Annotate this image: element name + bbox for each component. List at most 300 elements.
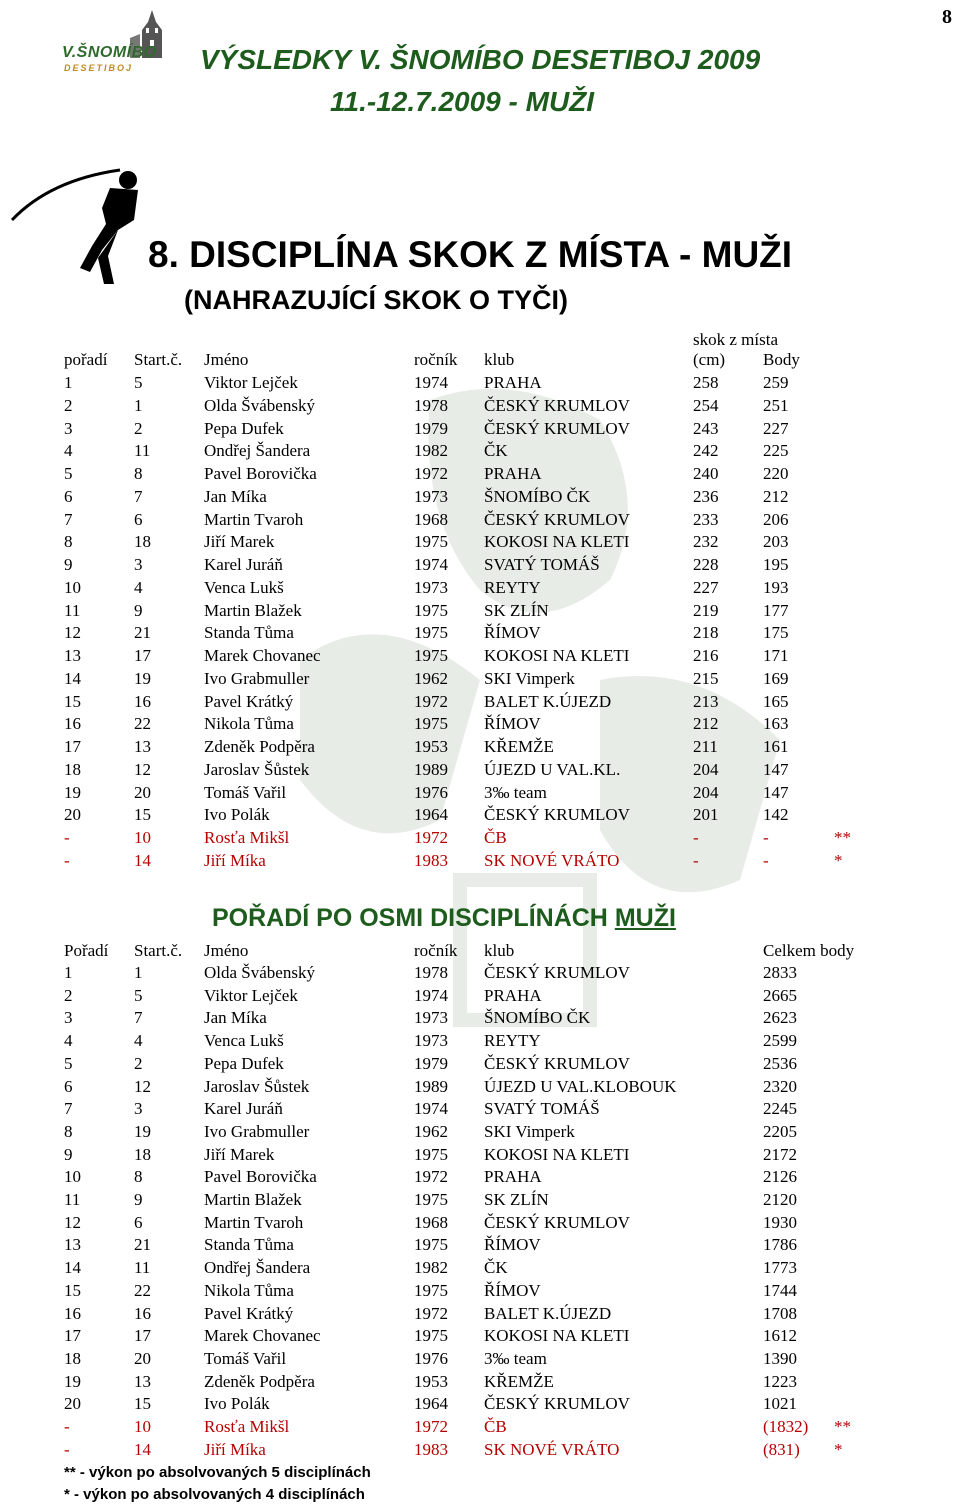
table-row: [0, 1030, 960, 1052]
cell-rank: 19: [64, 1371, 81, 1391]
cell-start-number: 3: [134, 555, 143, 574]
cell-jump-cm: 254: [693, 395, 719, 415]
cell-start-number: 13: [134, 1371, 151, 1391]
cell-birth-year: 1975: [414, 1190, 448, 1209]
table1-header: [0, 349, 960, 371]
cell-total-points: 1786: [763, 1235, 797, 1255]
discipline-title: 8. DISCIPLÍNA SKOK Z MÍSTA - MUŽI: [148, 234, 793, 275]
cell-club: REYTY: [484, 1031, 541, 1051]
cell-birth-year: 1982: [414, 1258, 448, 1278]
col2-header-start: Start.č.: [134, 941, 183, 960]
cell-athlete-name: Martin Tvaroh: [204, 1212, 304, 1232]
cell-birth-year: 1974: [414, 1099, 448, 1119]
cell-rank: 5: [64, 464, 73, 483]
table-row: [0, 804, 960, 826]
table-row: [0, 1007, 960, 1029]
cell-club: SVATÝ TOMÁŠ: [484, 1099, 600, 1119]
cell-birth-year: 1979: [414, 418, 448, 438]
cell-jump-cm: -: [693, 828, 699, 847]
cell-total-points: 1773: [763, 1258, 797, 1278]
cell-athlete-name: Olda Švábenský: [204, 963, 315, 982]
cell-birth-year: 1975: [414, 1144, 448, 1164]
cell-jump-cm: 236: [693, 486, 719, 506]
table-row: [0, 1098, 960, 1120]
cell-points: 220: [763, 464, 789, 483]
table-row: [0, 782, 960, 804]
cell-rank: 14: [64, 1258, 81, 1278]
cell-club: BALET K.ÚJEZD: [484, 691, 612, 711]
table-row: [0, 713, 960, 735]
cell-total-points: 2599: [763, 1031, 797, 1051]
cell-total-points: 2126: [763, 1167, 797, 1187]
cell-athlete-name: Jiří Míka: [204, 1439, 266, 1459]
cell-birth-year: 1978: [414, 395, 448, 415]
cell-athlete-name: Martin Blažek: [204, 1190, 302, 1209]
cell-start-number: 19: [134, 668, 151, 688]
cell-rank: 17: [64, 1326, 81, 1346]
cell-club: SK ZLÍN: [484, 600, 549, 620]
cell-points: -: [763, 850, 769, 870]
cell-total-points: 2245: [763, 1099, 797, 1119]
cell-start-number: 17: [134, 1326, 151, 1346]
cell-points: 161: [763, 737, 789, 756]
cell-start-number: 12: [134, 1076, 151, 1096]
cell-start-number: 22: [134, 714, 151, 734]
cell-club: KOKOSI NA KLETI: [484, 1326, 630, 1346]
cell-rank: 4: [64, 1031, 73, 1051]
cell-club: ŠNOMÍBO ČK: [484, 486, 591, 506]
cell-points: 227: [763, 418, 789, 438]
table-row: [0, 1325, 960, 1347]
cell-points: 203: [763, 532, 789, 552]
cell-club: PRAHA: [484, 464, 542, 483]
cell-club: ČESKÝ KRUMLOV: [484, 963, 630, 982]
cell-athlete-name: Jiří Marek: [204, 532, 275, 552]
cell-total-points: 2536: [763, 1053, 797, 1073]
cell-start-number: 6: [134, 509, 143, 529]
table-row: [0, 372, 960, 394]
cell-birth-year: 1973: [414, 1008, 448, 1028]
cell-birth-year: 1973: [414, 486, 448, 506]
table-row: [0, 1144, 960, 1166]
table1-header-top: [0, 329, 960, 351]
col2-header-rank: Pořadí: [64, 941, 109, 960]
cell-rank: 7: [64, 509, 73, 529]
cell-rank: 20: [64, 1394, 81, 1414]
table-row: [0, 395, 960, 417]
cell-club: ŘÍMOV: [484, 1235, 541, 1255]
cell-rank: 3: [64, 418, 73, 438]
table-row: [0, 645, 960, 667]
table-row: [0, 1371, 960, 1393]
cell-start-number: 4: [134, 577, 143, 597]
cell-points: 206: [763, 509, 789, 529]
overall-title-men: MUŽI: [614, 904, 676, 932]
cell-athlete-name: Pepa Dufek: [204, 1053, 284, 1073]
table-row: [0, 1234, 960, 1256]
table-row: [0, 554, 960, 576]
cell-jump-cm: 204: [693, 759, 719, 779]
cell-athlete-name: Ivo Polák: [204, 805, 270, 825]
cell-jump-cm: -: [693, 850, 699, 870]
cell-total-points: 2120: [763, 1190, 797, 1209]
cell-start-number: 15: [134, 805, 151, 825]
cell-start-number: 1: [134, 395, 143, 415]
cell-start-number: 7: [134, 1008, 143, 1028]
cell-birth-year: 1976: [414, 782, 448, 802]
cell-athlete-name: Rosťa Mikšl: [204, 828, 290, 847]
cell-athlete-name: Martin Blažek: [204, 600, 302, 620]
cell-note: **: [834, 828, 851, 847]
cell-start-number: 16: [134, 691, 151, 711]
cell-rank: 5: [64, 1053, 73, 1073]
cell-jump-cm: 201: [693, 805, 719, 825]
cell-birth-year: 1983: [414, 850, 448, 870]
table-row: [0, 1393, 960, 1415]
cell-rank: 1: [64, 963, 73, 982]
cell-rank: 8: [64, 532, 73, 552]
cell-points: 175: [763, 623, 789, 643]
table-row: [0, 1121, 960, 1143]
cell-start-number: 11: [134, 1258, 151, 1278]
cell-points: 193: [763, 577, 789, 597]
cell-club: ČESKÝ KRUMLOV: [484, 1394, 630, 1414]
table-row: [0, 1189, 960, 1211]
cell-athlete-name: Standa Tůma: [204, 623, 294, 643]
table-row: [0, 850, 960, 872]
cell-athlete-name: Pepa Dufek: [204, 418, 284, 438]
cell-club: 3‰ team: [484, 782, 547, 802]
table-row: [0, 463, 960, 485]
cell-club: ŘÍMOV: [484, 623, 541, 643]
cell-athlete-name: Pavel Krátký: [204, 691, 294, 711]
cell-total-points: 2623: [763, 1008, 797, 1028]
cell-club: ČESKÝ KRUMLOV: [484, 805, 630, 825]
cell-total-points: (831): [763, 1439, 800, 1459]
cell-note: *: [834, 850, 843, 870]
cell-club: SKI Vimperk: [484, 1121, 575, 1141]
cell-start-number: 11: [134, 441, 151, 461]
cell-total-points: 1223: [763, 1371, 797, 1391]
cell-birth-year: 1974: [414, 985, 448, 1005]
cell-athlete-name: Ivo Grabmuller: [204, 1121, 310, 1141]
cell-birth-year: 1953: [414, 737, 448, 756]
cell-rank: 17: [64, 737, 81, 756]
cell-total-points: 1930: [763, 1212, 797, 1232]
cell-athlete-name: Martin Tvaroh: [204, 509, 304, 529]
cell-start-number: 18: [134, 532, 151, 552]
cell-start-number: 21: [134, 623, 151, 643]
cell-club: SVATÝ TOMÁŠ: [484, 555, 600, 574]
cell-rank: 20: [64, 805, 81, 825]
footnote-4-disciplines: * - výkon po absolvovaných 4 disciplínách: [64, 1486, 365, 1503]
col2-header-name: Jméno: [204, 941, 249, 960]
cell-jump-cm: 240: [693, 464, 719, 483]
cell-club: ÚJEZD U VAL.KLOBOUK: [484, 1076, 677, 1096]
cell-club: PRAHA: [484, 985, 542, 1005]
table-row: [0, 418, 960, 440]
table-row: [0, 1257, 960, 1279]
cell-start-number: 3: [134, 1099, 143, 1119]
cell-rank: 8: [64, 1121, 73, 1141]
cell-athlete-name: Marek Chovanec: [204, 1326, 321, 1346]
cell-club: ČESKÝ KRUMLOV: [484, 1212, 630, 1232]
cell-birth-year: 1968: [414, 509, 448, 529]
table-row: [0, 1076, 960, 1098]
table-row: [0, 1166, 960, 1188]
cell-club: KŘEMŽE: [484, 1371, 554, 1391]
cell-rank: 12: [64, 623, 81, 643]
overall-title-main: POŘADÍ PO OSMI DISCIPLÍNÁCH: [212, 904, 615, 932]
page-date: 11.-12.7.2009 - MUŽI: [330, 86, 595, 117]
table-row: [0, 486, 960, 508]
cell-jump-cm: 218: [693, 623, 719, 643]
cell-athlete-name: Pavel Borovička: [204, 1167, 317, 1187]
cell-start-number: 12: [134, 759, 151, 779]
cell-club: ŘÍMOV: [484, 1280, 541, 1300]
cell-total-points: 1390: [763, 1348, 797, 1368]
cell-total-points: (1832): [763, 1417, 809, 1436]
cell-club: ČB: [484, 1417, 507, 1436]
cell-club: PRAHA: [484, 373, 542, 392]
cell-rank: 15: [64, 691, 81, 711]
cell-points: 165: [763, 691, 789, 711]
cell-points: -: [763, 828, 769, 847]
cell-birth-year: 1975: [414, 600, 448, 620]
cell-birth-year: 1972: [414, 691, 448, 711]
cell-total-points: 2320: [763, 1076, 797, 1096]
cell-athlete-name: Jaroslav Šůstek: [204, 759, 310, 779]
table-row: [0, 509, 960, 531]
cell-points: 177: [763, 600, 789, 620]
page-number: 8: [942, 6, 952, 28]
cell-club: KŘEMŽE: [484, 737, 554, 756]
cell-birth-year: 1982: [414, 441, 448, 461]
cell-start-number: 4: [134, 1031, 143, 1051]
cell-athlete-name: Nikola Tůma: [204, 1280, 294, 1300]
cell-rank: 9: [64, 1144, 73, 1164]
cell-rank: 4: [64, 441, 73, 461]
cell-start-number: 8: [134, 464, 143, 483]
cell-athlete-name: Ondřej Šandera: [204, 441, 311, 461]
cell-club: ČB: [484, 828, 507, 847]
discipline-subtitle: (NAHRAZUJÍCÍ SKOK O TYČI): [184, 285, 568, 315]
cell-club: ŘÍMOV: [484, 714, 541, 734]
cell-start-number: 18: [134, 1144, 151, 1164]
cell-birth-year: 1989: [414, 1076, 448, 1096]
cell-total-points: 2665: [763, 985, 797, 1005]
cell-points: 195: [763, 555, 789, 574]
col2-header-club: klub: [484, 941, 515, 960]
cell-club: ŠNOMÍBO ČK: [484, 1008, 591, 1028]
cell-rank: 19: [64, 782, 81, 802]
cell-athlete-name: Jaroslav Šůstek: [204, 1076, 310, 1096]
cell-birth-year: 1953: [414, 1371, 448, 1391]
col-header-club: klub: [484, 350, 515, 369]
table-row: [0, 1280, 960, 1302]
cell-start-number: 21: [134, 1235, 151, 1255]
cell-club: ČK: [484, 1258, 508, 1278]
cell-birth-year: 1975: [414, 646, 448, 665]
page-title: VÝSLEDKY V. ŠNOMÍBO DESETIBOJ 2009: [200, 44, 761, 75]
cell-rank: -: [64, 1439, 70, 1459]
cell-athlete-name: Standa Tůma: [204, 1235, 294, 1255]
cell-athlete-name: Jiří Marek: [204, 1144, 275, 1164]
cell-total-points: 2172: [763, 1144, 797, 1164]
overall-title: [212, 904, 676, 933]
cell-birth-year: 1972: [414, 1417, 448, 1436]
cell-rank: 13: [64, 1235, 81, 1255]
cell-total-points: 1612: [763, 1326, 797, 1346]
cell-jump-cm: 213: [693, 691, 719, 711]
cell-jump-cm: 242: [693, 441, 719, 461]
table-row: [0, 600, 960, 622]
measure-header: skok z místa: [693, 330, 778, 349]
cell-club: PRAHA: [484, 1167, 542, 1187]
cell-birth-year: 1973: [414, 577, 448, 597]
cell-rank: 14: [64, 668, 81, 688]
cell-athlete-name: Viktor Lejček: [204, 373, 298, 392]
cell-jump-cm: 227: [693, 577, 719, 597]
cell-jump-cm: 212: [693, 714, 719, 734]
cell-athlete-name: Tomáš Vařil: [204, 1348, 287, 1368]
table-row: [0, 1303, 960, 1325]
cell-rank: 18: [64, 1348, 81, 1368]
cell-athlete-name: Venca Lukš: [204, 577, 284, 597]
cell-start-number: 14: [134, 850, 151, 870]
cell-club: SK ZLÍN: [484, 1190, 549, 1209]
cell-club: KOKOSI NA KLETI: [484, 532, 630, 552]
cell-total-points: 2833: [763, 963, 797, 982]
cell-total-points: 2205: [763, 1121, 797, 1141]
cell-birth-year: 1973: [414, 1031, 448, 1051]
cell-jump-cm: 211: [693, 737, 718, 756]
cell-start-number: 20: [134, 782, 151, 802]
cell-start-number: 6: [134, 1212, 143, 1232]
cell-club: KOKOSI NA KLETI: [484, 646, 630, 665]
cell-rank: 13: [64, 646, 81, 665]
cell-rank: 2: [64, 395, 73, 415]
cell-birth-year: 1989: [414, 759, 448, 779]
table-row: [0, 962, 960, 984]
cell-start-number: 22: [134, 1280, 151, 1300]
cell-jump-cm: 228: [693, 555, 719, 574]
cell-birth-year: 1972: [414, 828, 448, 847]
col-header-points: Body: [763, 350, 800, 369]
cell-rank: 10: [64, 577, 81, 597]
logo-text: V.ŠNOMÍBO: [62, 44, 157, 61]
cell-rank: 3: [64, 1008, 73, 1028]
cell-points: 259: [763, 373, 789, 392]
cell-rank: 2: [64, 985, 73, 1005]
cell-start-number: 19: [134, 1121, 151, 1141]
logo-subtext: DESETIBOJ: [64, 63, 134, 73]
cell-club: SK NOVÉ VRÁTO: [484, 1439, 620, 1459]
cell-athlete-name: Viktor Lejček: [204, 985, 298, 1005]
cell-athlete-name: Tomáš Vařil: [204, 782, 287, 802]
cell-rank: 11: [64, 1190, 81, 1209]
cell-athlete-name: Jan Míka: [204, 1008, 267, 1028]
cell-birth-year: 1975: [414, 623, 448, 643]
table-row: [0, 736, 960, 758]
cell-start-number: 1: [134, 963, 143, 982]
table-row: [0, 691, 960, 713]
table-row: [0, 1439, 960, 1461]
cell-athlete-name: Karel Juráň: [204, 555, 283, 574]
table-row: [0, 531, 960, 553]
cell-athlete-name: Pavel Borovička: [204, 464, 317, 483]
cell-points: 171: [763, 646, 789, 665]
cell-jump-cm: 215: [693, 668, 719, 688]
cell-club: ČESKÝ KRUMLOV: [484, 1053, 630, 1073]
cell-rank: 6: [64, 1076, 73, 1096]
cell-club: ČESKÝ KRUMLOV: [484, 395, 630, 415]
cell-start-number: 2: [134, 1053, 143, 1073]
cell-points: 147: [763, 759, 789, 779]
cell-athlete-name: Marek Chovanec: [204, 646, 321, 665]
cell-points: 147: [763, 782, 789, 802]
cell-note: **: [834, 1417, 851, 1436]
cell-rank: 15: [64, 1280, 81, 1300]
cell-birth-year: 1972: [414, 1303, 448, 1323]
cell-birth-year: 1964: [414, 805, 448, 825]
cell-rank: 6: [64, 486, 73, 506]
table2-header: [0, 940, 960, 962]
cell-rank: -: [64, 850, 70, 870]
cell-start-number: 9: [134, 1190, 143, 1209]
cell-birth-year: 1974: [414, 555, 448, 574]
cell-rank: 1: [64, 373, 73, 392]
cell-club: SK NOVÉ VRÁTO: [484, 850, 620, 870]
cell-birth-year: 1962: [414, 668, 448, 688]
table-row: [0, 1212, 960, 1234]
col2-header-total: Celkem body: [763, 941, 855, 960]
cell-points: 225: [763, 441, 789, 461]
table-row: [0, 622, 960, 644]
cell-start-number: 8: [134, 1167, 143, 1187]
cell-birth-year: 1972: [414, 1167, 448, 1187]
cell-jump-cm: 219: [693, 600, 719, 620]
table-row: [0, 1053, 960, 1075]
cell-start-number: 13: [134, 737, 151, 756]
cell-athlete-name: Pavel Krátký: [204, 1303, 294, 1323]
cell-rank: 18: [64, 759, 81, 779]
cell-start-number: 9: [134, 600, 143, 620]
cell-points: 212: [763, 486, 789, 506]
cell-club: ČESKÝ KRUMLOV: [484, 418, 630, 438]
cell-start-number: 17: [134, 646, 151, 665]
cell-birth-year: 1975: [414, 532, 448, 552]
table-row: [0, 759, 960, 781]
cell-rank: 10: [64, 1167, 81, 1187]
cell-athlete-name: Zdeněk Podpěra: [204, 1371, 315, 1391]
cell-athlete-name: Venca Lukš: [204, 1031, 284, 1051]
cell-rank: 9: [64, 555, 73, 574]
table-row: [0, 668, 960, 690]
table-row: [0, 440, 960, 462]
cell-birth-year: 1978: [414, 963, 448, 982]
cell-total-points: 1708: [763, 1303, 797, 1323]
cell-birth-year: 1962: [414, 1121, 448, 1141]
col-header-name: Jméno: [204, 350, 249, 369]
col-header-year: ročník: [414, 350, 458, 369]
cell-birth-year: 1976: [414, 1348, 448, 1368]
cell-points: 251: [763, 395, 789, 415]
cell-note: *: [834, 1439, 843, 1459]
cell-jump-cm: 216: [693, 646, 719, 665]
cell-club: SKI Vimperk: [484, 668, 575, 688]
cell-jump-cm: 233: [693, 509, 719, 529]
